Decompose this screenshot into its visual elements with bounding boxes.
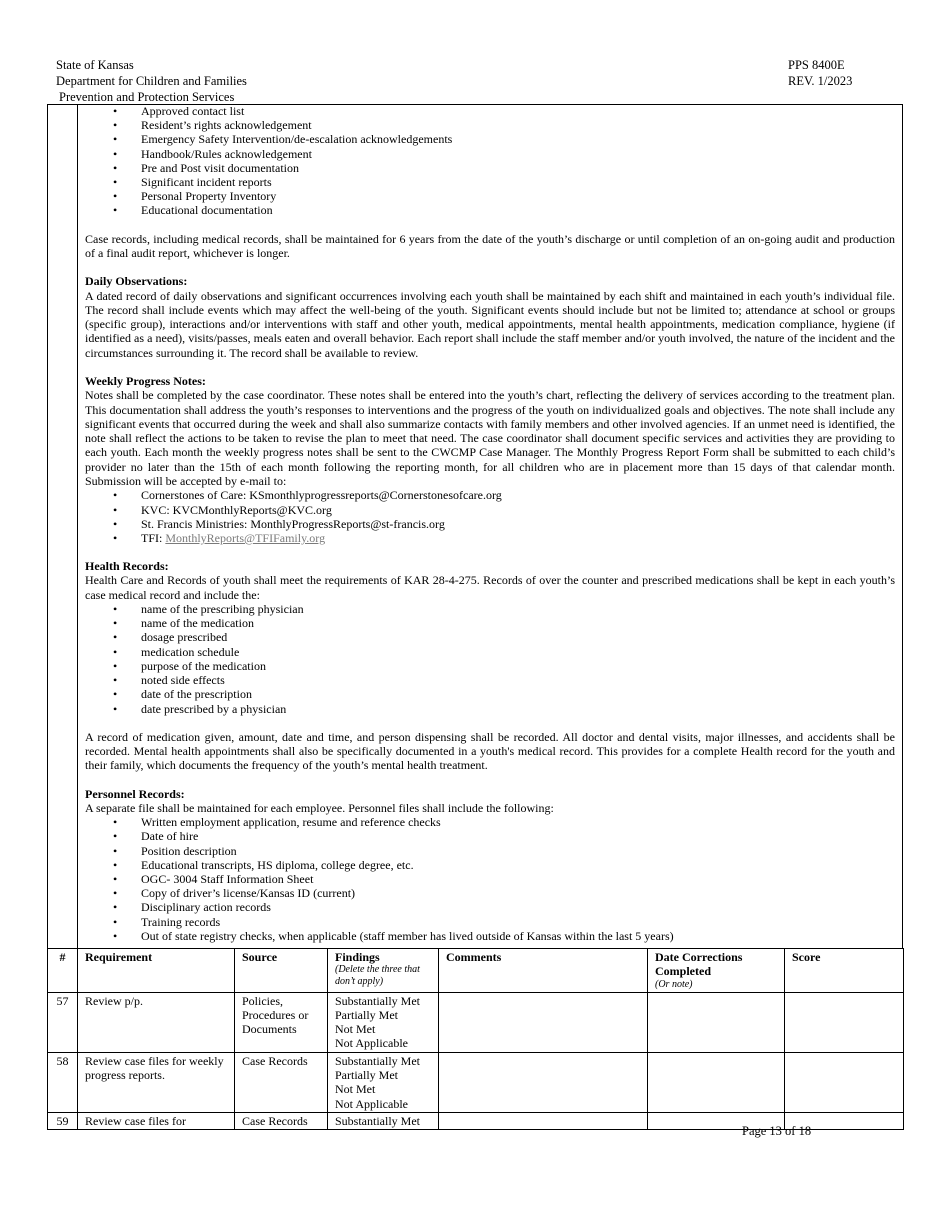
list-item: • Educational transcripts, HS diploma, college degree, etc. xyxy=(85,858,895,872)
header-department: Department for Children and Families xyxy=(56,74,247,88)
list-item: • Handbook/Rules acknowledgement xyxy=(85,147,895,161)
list-item: • Significant incident reports xyxy=(85,175,895,189)
daily-observations-text: A dated record of daily observations and significant occurrences involving each youth shall be maintained by each shift and maintained in each youth’s individual file. The record shall include events which may affect the well-being of the youth. Significant events should include but not be limited to; attendance at school or groups (specific group), interactions and/or interventions with staff and other youth, medical appointments, mental health appointments, medication compliance, hygiene (if identified as a need), visits/passes, meals eaten and overall behavior. Each report shall include the staff member and/or youth involved, the nature of the incident and the circumstances surrounding it. The record shall be available to review. xyxy=(85,288,895,360)
list-item: • OGC- 3004 Staff Information Sheet xyxy=(85,872,895,886)
list-item: • Position description xyxy=(85,844,895,858)
list-item: • dosage prescribed xyxy=(85,630,895,644)
health-records-list xyxy=(85,602,895,716)
tfi-email-link[interactable]: MonthlyReports@TFIFamily.org xyxy=(165,530,326,545)
finding-option: Not Applicable xyxy=(335,1036,408,1051)
list-item: • Personal Property Inventory xyxy=(85,189,895,203)
table-row xyxy=(48,1052,904,1112)
list-item: • Training records xyxy=(85,915,895,929)
findings-label: Findings xyxy=(335,950,380,964)
row-date[interactable] xyxy=(648,1052,785,1112)
row-source: Policies, Procedures or Documents xyxy=(235,992,328,1052)
row-requirement: Review case files for xyxy=(78,1112,235,1129)
row-number: 58 xyxy=(48,1052,78,1112)
header-form-info xyxy=(788,57,938,89)
col-findings-header xyxy=(328,949,439,993)
list-item: • Disciplinary action records xyxy=(85,900,895,914)
header-agency xyxy=(56,57,456,105)
row-date[interactable] xyxy=(648,992,785,1052)
finding-option: Not Met xyxy=(335,1082,376,1097)
row-comments[interactable] xyxy=(439,1052,648,1112)
row-source: Case Records xyxy=(235,1112,328,1129)
list-item: • Written employment application, resume and reference checks xyxy=(85,815,895,829)
list-item: • Educational documentation xyxy=(85,203,895,217)
finding-option: Not Met xyxy=(335,1022,376,1037)
list-item: • Approved contact list xyxy=(85,104,895,118)
weekly-progress-heading: Weekly Progress Notes: xyxy=(85,374,206,388)
page-number: Page 13 of 18 xyxy=(742,1124,812,1138)
row-score[interactable] xyxy=(785,1052,904,1112)
health-records-text: Health Care and Records of youth shall meet the requirements of KAR 28-4-275. Records of over the counter and prescribed medications shall be kept in each youth’s case medical record and include the: xyxy=(85,573,895,602)
finding-option: Not Applicable xyxy=(335,1096,408,1111)
finding-option: Partially Met xyxy=(335,1007,398,1022)
table-row xyxy=(48,992,904,1052)
date-label: Date Corrections Completed xyxy=(655,950,743,979)
list-item: • Resident’s rights acknowledgement xyxy=(85,118,895,132)
row-comments[interactable] xyxy=(439,1112,648,1129)
list-item: • date of the prescription xyxy=(85,687,895,701)
row-comments[interactable] xyxy=(439,992,648,1052)
finding-option: Substantially Met xyxy=(335,993,420,1008)
list-item: • name of the prescribing physician xyxy=(85,602,895,616)
personnel-records-list xyxy=(85,815,895,943)
list-item: • St. Francis Ministries: MonthlyProgressReports@st-francis.org xyxy=(85,517,895,531)
row-requirement: Review p/p. xyxy=(78,992,235,1052)
col-requirement-header: Requirement xyxy=(78,949,235,993)
col-source-header: Source xyxy=(235,949,328,993)
col-number-header: # xyxy=(48,949,78,993)
col-comments-header: Comments xyxy=(439,949,648,993)
personnel-records-heading: Personnel Records: xyxy=(85,786,185,801)
table-header-row xyxy=(48,949,904,993)
narrative-content xyxy=(85,104,895,943)
row-findings[interactable] xyxy=(328,1052,439,1112)
row-number: 57 xyxy=(48,992,78,1052)
list-item: • Copy of driver’s license/Kansas ID (current) xyxy=(85,886,895,900)
row-findings[interactable] xyxy=(328,992,439,1052)
date-note: (Or note) xyxy=(655,978,693,990)
list-item: • medication schedule xyxy=(85,645,895,659)
col-date-header xyxy=(648,949,785,993)
row-number: 59 xyxy=(48,1112,78,1129)
finding-option: Partially Met xyxy=(335,1068,398,1083)
list-item: • noted side effects xyxy=(85,673,895,687)
list-item: • date prescribed by a physician xyxy=(85,702,895,716)
finding-option: Substantially Met xyxy=(335,1053,420,1068)
header-state: State of Kansas xyxy=(56,58,134,72)
row-source: Case Records xyxy=(235,1052,328,1112)
list-item: • Emergency Safety Intervention/de-escalation acknowledgements xyxy=(85,132,895,146)
header-division: Prevention and Protection Services xyxy=(59,90,235,104)
row-findings[interactable] xyxy=(328,1112,439,1129)
finding-option: Substantially Met xyxy=(335,1113,420,1128)
list-item: • Out of state registry checks, when applicable (staff member has lived outside of Kansas within the last 5 years) xyxy=(85,929,895,943)
email-list xyxy=(85,488,895,545)
list-item: • Date of hire xyxy=(85,829,895,843)
list-item: • KVC: KVCMonthlyReports@KVC.org xyxy=(85,503,895,517)
list-item: • Pre and Post visit documentation xyxy=(85,161,895,175)
form-revision: REV. 1/2023 xyxy=(788,74,853,88)
list-item: • name of the medication xyxy=(85,616,895,630)
row-requirement: Review case files for weekly progress reports. xyxy=(78,1052,235,1112)
frame-divider xyxy=(77,105,78,949)
health-records-text-2: A record of medication given, amount, date and time, and person dispensing shall be recorded. All doctor and dental visits, major illnesses, and accidents shall be recorded. Mental health appointments shall also be specifically documented in a youth's medical record. This provides for a complete Health record for the youth and their family, which documents the frequency of the youth’s mental health treatment. xyxy=(85,729,895,773)
list-item: • purpose of the medication xyxy=(85,659,895,673)
list-item: • Cornerstones of Care: KSmonthlyprogressreports@Cornerstonesofcare.org xyxy=(85,488,895,502)
case-records-retention: Case records, including medical records, shall be maintained for 6 years from the date of the youth’s discharge or until completion of an on-going audit and production of a final audit report, whichever is longer. xyxy=(85,231,895,260)
form-number: PPS 8400E xyxy=(788,58,845,72)
row-score[interactable] xyxy=(785,992,904,1052)
requirements-table xyxy=(47,948,904,1130)
findings-note: (Delete the three that don’t apply) xyxy=(335,964,420,988)
weekly-progress-text: Notes shall be completed by the case coordinator. These notes shall be entered into the youth’s chart, reflecting the delivery of services according to the treatment plan. This documentation shall address the youth’s responses to interventions and the progress of the youth on individualized goals and objectives. The note shall include any significant events that occurred during the week and shall also summarize contacts with family members and other involved agencies. If an unmet need is identified, the note shall reflect the actions to be taken to revise the plan to meet that need. The case coordinator shall document specific services and activities they are providing to each youth. Each month the weekly progress notes shall be sent to the CWCMP Case Manager. The Monthly Progress Report Form shall be submitted to each child’s provider no later than the 15th of each month following the reporting month, for all children who are in placement more than 15 days of that calendar month. Submission will be accepted by e-mail to: xyxy=(85,388,895,489)
health-records-heading: Health Records: xyxy=(85,559,169,574)
personnel-records-text: A separate file shall be maintained for each employee. Personnel files shall include the following: xyxy=(85,800,554,815)
col-score-header: Score xyxy=(785,949,904,993)
list-item xyxy=(85,531,895,545)
records-list xyxy=(85,104,895,218)
tfi-label: TFI: xyxy=(141,530,166,545)
daily-observations-heading: Daily Observations: xyxy=(85,274,188,289)
